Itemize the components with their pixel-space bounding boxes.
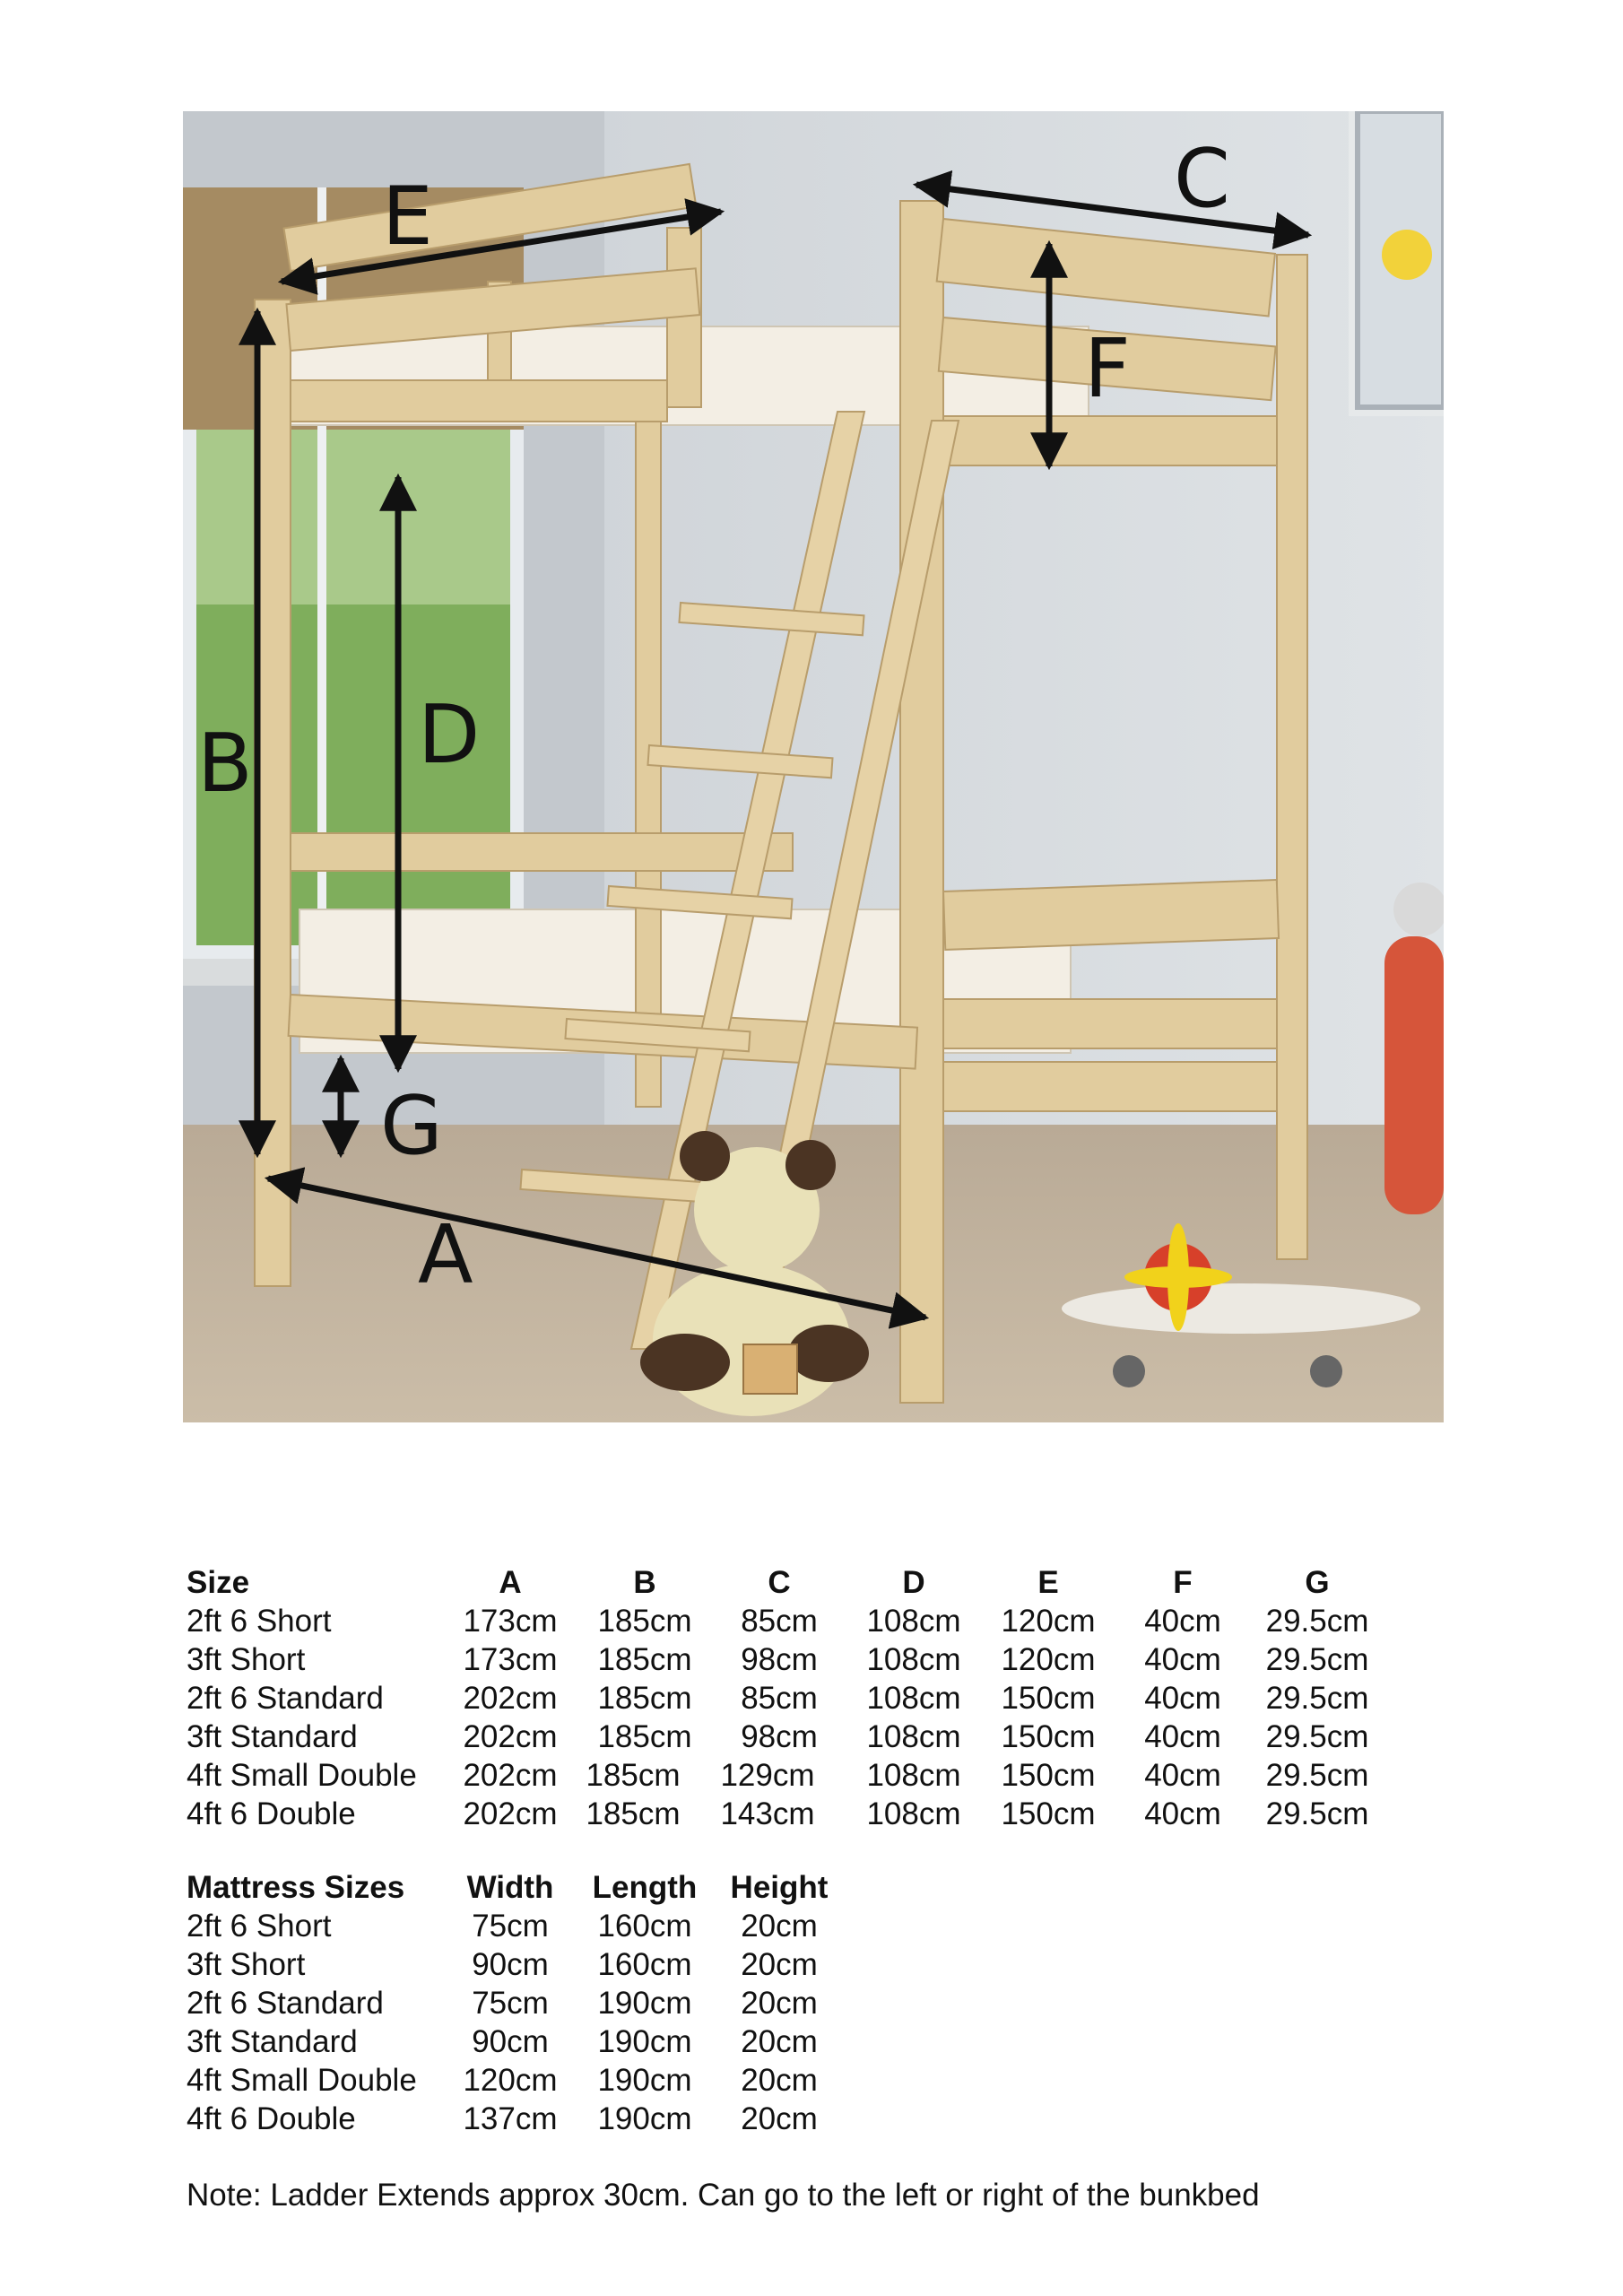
dim-g-cell: 29.5cm	[1265, 1681, 1369, 1716]
dim-c-cell: 129cm	[720, 1758, 815, 1793]
dim-a-cell: 173cm	[463, 1642, 558, 1677]
mattress-size-cell: 3ft Short	[187, 1947, 306, 1982]
mattress-size-cell: 2ft 6 Standard	[187, 1986, 384, 2021]
dim-d-cell: 108cm	[866, 1681, 961, 1716]
dim-c-cell: 98cm	[741, 1719, 818, 1754]
mattress-sizes-header: Mattress Sizes	[187, 1870, 405, 1905]
dim-c-cell: 98cm	[741, 1642, 818, 1677]
header-c: C	[768, 1565, 791, 1600]
dim-e-cell: 120cm	[1001, 1604, 1096, 1639]
dim-b-cell: 185cm	[597, 1719, 692, 1754]
length-cell: 190cm	[597, 2101, 692, 2136]
dim-e-cell: 150cm	[1001, 1719, 1096, 1754]
dim-f-cell: 40cm	[1144, 1796, 1221, 1831]
dim-b-cell: 185cm	[597, 1681, 692, 1716]
dim-f-cell: 40cm	[1144, 1758, 1221, 1793]
length-cell: 160cm	[597, 1947, 692, 1982]
length-header: Length	[592, 1870, 698, 1905]
width-cell: 120cm	[463, 2063, 558, 2098]
length-cell: 160cm	[597, 1909, 692, 1944]
dim-a-cell: 173cm	[463, 1604, 558, 1639]
dimension-letter-d: D	[418, 688, 481, 782]
dim-f-cell: 40cm	[1144, 1681, 1221, 1716]
length-cell: 190cm	[597, 2024, 692, 2059]
dimension-letter-e: E	[382, 170, 433, 264]
length-cell: 190cm	[597, 1986, 692, 2021]
dim-c-cell: 85cm	[741, 1604, 818, 1639]
wall-picture	[1358, 111, 1444, 407]
mattress-size-cell: 2ft 6 Short	[187, 1909, 332, 1944]
width-cell: 75cm	[472, 1909, 549, 1944]
height-cell: 20cm	[741, 1986, 818, 2021]
dimension-letter-c: C	[1174, 132, 1230, 226]
mattress-size-cell: 4ft Small Double	[187, 2063, 417, 2098]
dim-e-cell: 150cm	[1001, 1796, 1096, 1831]
dim-b-cell: 185cm	[597, 1604, 692, 1639]
dim-b-cell: 185cm	[597, 1642, 692, 1677]
dim-g-cell: 29.5cm	[1265, 1642, 1369, 1677]
size-cell: 3ft Short	[187, 1642, 306, 1677]
width-header: Width	[466, 1870, 554, 1905]
width-cell: 75cm	[472, 1986, 549, 2021]
width-cell: 90cm	[472, 1947, 549, 1982]
height-cell: 20cm	[741, 2063, 818, 2098]
dim-a-cell: 202cm	[463, 1758, 558, 1793]
size-cell: 4ft 6 Double	[187, 1796, 356, 1831]
dimension-letter-f: F	[1084, 322, 1131, 416]
bunk-bed-dimension-diagram	[183, 111, 1444, 1422]
dim-f-cell: 40cm	[1144, 1642, 1221, 1677]
height-cell: 20cm	[741, 2101, 818, 2136]
header-b: B	[633, 1565, 656, 1600]
height-cell: 20cm	[741, 1947, 818, 1982]
size-cell: 2ft 6 Standard	[187, 1681, 384, 1716]
dim-f-cell: 40cm	[1144, 1719, 1221, 1754]
dim-b-cell: 185cm	[586, 1758, 681, 1793]
dim-d-cell: 108cm	[866, 1719, 961, 1754]
dim-c-cell: 85cm	[741, 1681, 818, 1716]
dim-e-cell: 120cm	[1001, 1642, 1096, 1677]
dim-e-cell: 150cm	[1001, 1758, 1096, 1793]
header-e: E	[1037, 1565, 1059, 1600]
header-d: D	[902, 1565, 925, 1600]
dim-f-cell: 40cm	[1144, 1604, 1221, 1639]
ladder-note: Note: Ladder Extends approx 30cm. Can go to the left or right of the bunkbed	[187, 2178, 1260, 2213]
size-cell: 2ft 6 Short	[187, 1604, 332, 1639]
mattress-size-cell: 4ft 6 Double	[187, 2101, 356, 2136]
height-header: Height	[730, 1870, 829, 1905]
height-cell: 20cm	[741, 2024, 818, 2059]
dim-g-cell: 29.5cm	[1265, 1719, 1369, 1754]
size-header: Size	[187, 1565, 250, 1600]
mattress-size-cell: 3ft Standard	[187, 2024, 358, 2059]
dim-b-cell: 185cm	[586, 1796, 681, 1831]
dimension-letter-g: G	[380, 1079, 443, 1173]
dim-e-cell: 150cm	[1001, 1681, 1096, 1716]
dim-d-cell: 108cm	[866, 1796, 961, 1831]
dimension-letter-a: A	[418, 1208, 473, 1302]
header-a: A	[499, 1565, 522, 1600]
dim-d-cell: 108cm	[866, 1604, 961, 1639]
width-cell: 137cm	[463, 2101, 558, 2136]
dim-a-cell: 202cm	[463, 1681, 558, 1716]
size-cell: 3ft Standard	[187, 1719, 358, 1754]
dim-g-cell: 29.5cm	[1265, 1796, 1369, 1831]
dim-g-cell: 29.5cm	[1265, 1758, 1369, 1793]
dim-d-cell: 108cm	[866, 1758, 961, 1793]
header-g: G	[1305, 1565, 1330, 1600]
dimension-letter-b: B	[197, 717, 253, 811]
dim-c-cell: 143cm	[720, 1796, 815, 1831]
length-cell: 190cm	[597, 2063, 692, 2098]
header-f: F	[1173, 1565, 1193, 1600]
dim-d-cell: 108cm	[866, 1642, 961, 1677]
width-cell: 90cm	[472, 2024, 549, 2059]
dim-a-cell: 202cm	[463, 1719, 558, 1754]
dim-a-cell: 202cm	[463, 1796, 558, 1831]
dim-g-cell: 29.5cm	[1265, 1604, 1369, 1639]
height-cell: 20cm	[741, 1909, 818, 1944]
size-cell: 4ft Small Double	[187, 1758, 417, 1793]
